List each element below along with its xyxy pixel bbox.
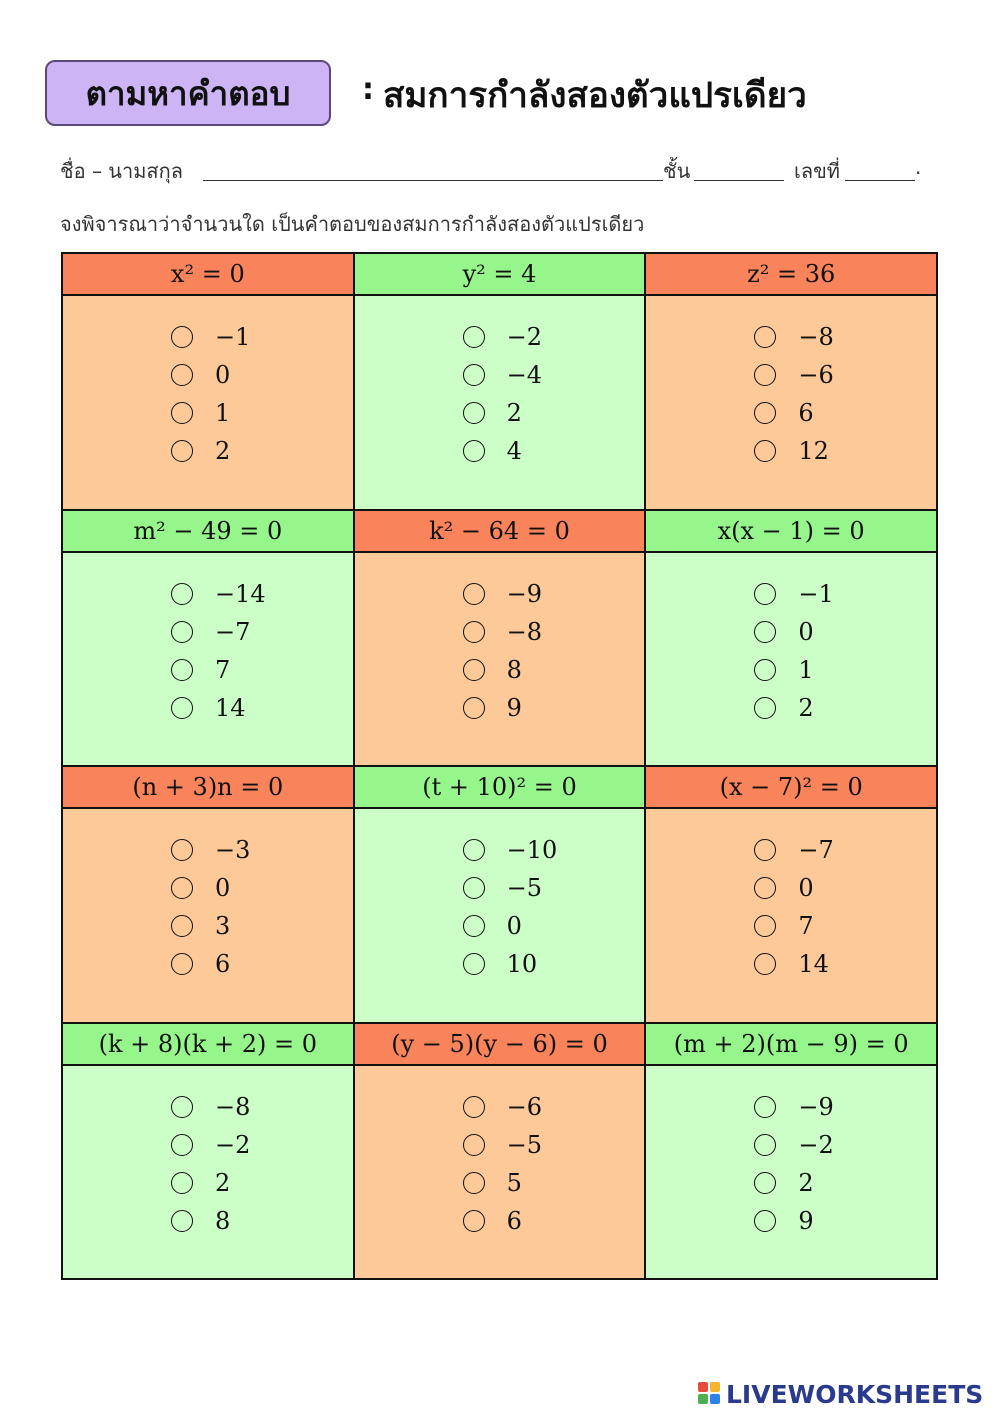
answer-option[interactable] [171,945,353,983]
end-dot: . [915,155,922,179]
radio-circle-icon[interactable] [754,697,776,719]
question-cell [355,254,645,509]
options-list [63,553,353,766]
answer-option[interactable] [171,689,353,727]
option-value: −7 [215,617,251,646]
radio-circle-icon[interactable] [463,621,485,643]
answer-option[interactable] [463,575,645,613]
radio-circle-icon[interactable] [171,1134,193,1156]
option-value: −9 [506,579,543,608]
answer-option[interactable] [171,869,353,907]
answer-option[interactable] [171,1202,353,1240]
option-value: 7 [798,912,814,940]
number-blank[interactable] [845,180,915,181]
option-value: −2 [506,323,543,351]
options-list [646,553,936,766]
option-value: −4 [506,361,543,389]
option-value: −10 [506,836,558,864]
answer-option[interactable] [463,689,645,727]
option-value: −14 [215,579,266,608]
answer-option[interactable] [171,432,353,470]
option-value: 7 [215,655,231,684]
radio-circle-icon[interactable] [754,583,776,605]
radio-circle-icon[interactable] [171,583,193,605]
question-grid [61,252,938,1280]
answer-option[interactable] [463,869,645,907]
option-value: 0 [506,912,522,940]
option-value: −1 [215,323,251,351]
radio-circle-icon[interactable] [463,839,485,861]
option-value: 2 [506,399,522,427]
option-value: −9 [798,1092,834,1121]
name-label: ชื่อ – นามสกุล [60,159,183,183]
radio-circle-icon[interactable] [171,915,193,937]
answer-option[interactable] [171,907,353,945]
radio-circle-icon[interactable] [171,877,193,899]
option-value: 6 [506,1206,522,1235]
options-list [355,809,645,1022]
radio-circle-icon[interactable] [754,877,776,899]
radio-circle-icon[interactable] [463,364,485,386]
answer-option[interactable] [463,613,645,651]
answer-option[interactable] [171,356,353,394]
question-cell [646,767,936,1022]
radio-circle-icon[interactable] [463,1134,485,1156]
radio-circle-icon[interactable] [171,440,193,462]
equation-header: m² − 49 = 0 [63,511,353,553]
options-list [646,1066,936,1279]
option-value: 3 [215,912,231,940]
answer-option[interactable] [754,432,936,470]
answer-option[interactable] [171,613,353,651]
option-value: −2 [798,1130,834,1159]
answer-option[interactable] [171,831,353,869]
radio-circle-icon[interactable] [463,1210,485,1232]
radio-circle-icon[interactable] [463,1096,485,1118]
equation-header: z² = 36 [646,254,936,296]
answer-option[interactable] [171,651,353,689]
answer-option[interactable] [754,869,936,907]
radio-circle-icon[interactable] [171,1096,193,1118]
option-value: −6 [798,361,834,389]
class-blank[interactable] [694,180,784,181]
answer-option[interactable] [754,831,936,869]
answer-option[interactable] [463,394,645,432]
radio-circle-icon[interactable] [171,839,193,861]
radio-circle-icon[interactable] [754,402,776,424]
radio-circle-icon[interactable] [463,877,485,899]
option-value: 8 [215,1206,231,1235]
option-value: 6 [215,950,231,978]
answer-option[interactable] [463,1088,645,1126]
option-value: −8 [215,1092,251,1121]
answer-option[interactable] [171,318,353,356]
equation-header: (k + 8)(k + 2) = 0 [63,1024,353,1066]
option-value: 0 [798,617,814,646]
options-list [355,296,645,509]
option-value: 12 [798,437,829,465]
instruction-text: จงพิจารณาว่าจำนวนใด เป็นคำตอบของสมการกำลังสองตัวแปรเดียว [60,212,645,236]
option-value: 6 [798,399,814,427]
radio-circle-icon[interactable] [463,697,485,719]
number-label: เลขที่ [794,159,840,183]
radio-circle-icon[interactable] [754,659,776,681]
answer-option[interactable] [463,945,645,983]
answer-option[interactable] [754,1126,936,1164]
question-cell [355,767,645,1022]
option-value: −7 [798,836,834,864]
radio-circle-icon[interactable] [754,1134,776,1156]
question-cell [63,511,353,766]
option-value: −6 [506,1092,543,1121]
radio-circle-icon[interactable] [171,953,193,975]
radio-circle-icon[interactable] [754,1096,776,1118]
question-cell [63,254,353,509]
radio-circle-icon[interactable] [171,364,193,386]
footer-logo [698,1378,983,1410]
answer-option[interactable] [754,907,936,945]
radio-circle-icon[interactable] [171,326,193,348]
radio-circle-icon[interactable] [754,440,776,462]
radio-circle-icon[interactable] [463,659,485,681]
radio-circle-icon[interactable] [754,326,776,348]
class-label: ชั้น [663,159,691,183]
answer-option[interactable] [754,318,936,356]
radio-circle-icon[interactable] [754,621,776,643]
radio-circle-icon[interactable] [463,326,485,348]
radio-circle-icon[interactable] [463,402,485,424]
options-list [63,809,353,1022]
option-value: 0 [215,874,231,902]
option-value: 2 [215,1168,231,1197]
radio-circle-icon[interactable] [171,402,193,424]
answer-option[interactable] [171,1126,353,1164]
answer-option[interactable] [754,651,936,689]
radio-circle-icon[interactable] [463,915,485,937]
options-list [63,296,353,509]
footer-brand: LIVEWORKSHEETS [726,1379,984,1409]
equation-header: x(x − 1) = 0 [646,511,936,553]
option-value: 0 [215,361,231,389]
question-cell [355,1024,645,1279]
question-cell [355,511,645,766]
radio-circle-icon[interactable] [171,1210,193,1232]
question-cell [646,254,936,509]
radio-circle-icon[interactable] [171,697,193,719]
answer-option[interactable] [463,1202,645,1240]
name-blank[interactable] [203,180,663,181]
answer-option[interactable] [171,575,353,613]
answer-option[interactable] [463,432,645,470]
radio-circle-icon[interactable] [754,1210,776,1232]
option-value: 8 [506,655,522,684]
options-list [646,809,936,1022]
option-value: −3 [215,836,251,864]
answer-option[interactable] [463,1164,645,1202]
option-value: 9 [798,1206,814,1235]
question-cell [63,767,353,1022]
option-value: −1 [798,579,834,608]
title-colon: : [362,72,374,107]
answer-option[interactable] [463,318,645,356]
question-cell [646,511,936,766]
answer-option[interactable] [171,394,353,432]
option-value: −5 [506,874,543,902]
answer-option[interactable] [171,1088,353,1126]
option-value: 0 [798,874,814,902]
answer-option[interactable] [171,1164,353,1202]
answer-option[interactable] [754,1202,936,1240]
equation-header: (y − 5)(y − 6) = 0 [355,1024,645,1066]
radio-circle-icon[interactable] [171,1172,193,1194]
answer-option[interactable] [754,613,936,651]
equation-header: (n + 3)n = 0 [63,767,353,809]
options-list [63,1066,353,1279]
option-value: 2 [798,1168,814,1197]
equation-header: x² = 0 [63,254,353,296]
question-cell [646,1024,936,1279]
option-value: 14 [215,693,246,722]
page-title: สมการกำลังสองตัวแปรเดียว [383,76,807,116]
options-list [355,1066,645,1279]
option-value: 2 [215,437,231,465]
answer-option[interactable] [463,1126,645,1164]
answer-option[interactable] [754,689,936,727]
equation-header: (m + 2)(m − 9) = 0 [646,1024,936,1066]
option-value: 14 [798,950,829,978]
answer-option[interactable] [463,651,645,689]
radio-circle-icon[interactable] [463,1172,485,1194]
option-value: 4 [506,437,522,465]
liveworksheets-logo-icon [698,1382,722,1406]
answer-option[interactable] [463,356,645,394]
radio-circle-icon[interactable] [754,915,776,937]
radio-circle-icon[interactable] [463,583,485,605]
radio-circle-icon[interactable] [754,839,776,861]
option-value: −8 [798,323,834,351]
title-badge-text: ตามหาคำตอบ [85,73,291,113]
answer-option[interactable] [754,575,936,613]
option-value: 1 [215,399,231,427]
radio-circle-icon[interactable] [171,621,193,643]
radio-circle-icon[interactable] [463,953,485,975]
radio-circle-icon[interactable] [754,364,776,386]
radio-circle-icon[interactable] [754,1172,776,1194]
answer-option[interactable] [754,1164,936,1202]
option-value: 10 [506,950,538,978]
radio-circle-icon[interactable] [463,440,485,462]
radio-circle-icon[interactable] [754,953,776,975]
answer-option[interactable] [754,1088,936,1126]
answer-option[interactable] [754,356,936,394]
option-value: 9 [506,693,522,722]
answer-option[interactable] [754,394,936,432]
option-value: 5 [506,1168,522,1197]
equation-header: (x − 7)² = 0 [646,767,936,809]
question-cell [63,1024,353,1279]
options-list [355,553,645,766]
equation-header: y² = 4 [355,254,645,296]
title-badge [45,60,331,126]
answer-option[interactable] [463,831,645,869]
option-value: −8 [506,617,543,646]
option-value: −2 [215,1130,251,1159]
answer-option[interactable] [463,907,645,945]
option-value: 1 [798,655,814,684]
option-value: 2 [798,693,814,722]
equation-header: k² − 64 = 0 [355,511,645,553]
radio-circle-icon[interactable] [171,659,193,681]
options-list [646,296,936,509]
answer-option[interactable] [754,945,936,983]
equation-header: (t + 10)² = 0 [355,767,645,809]
option-value: −5 [506,1130,543,1159]
